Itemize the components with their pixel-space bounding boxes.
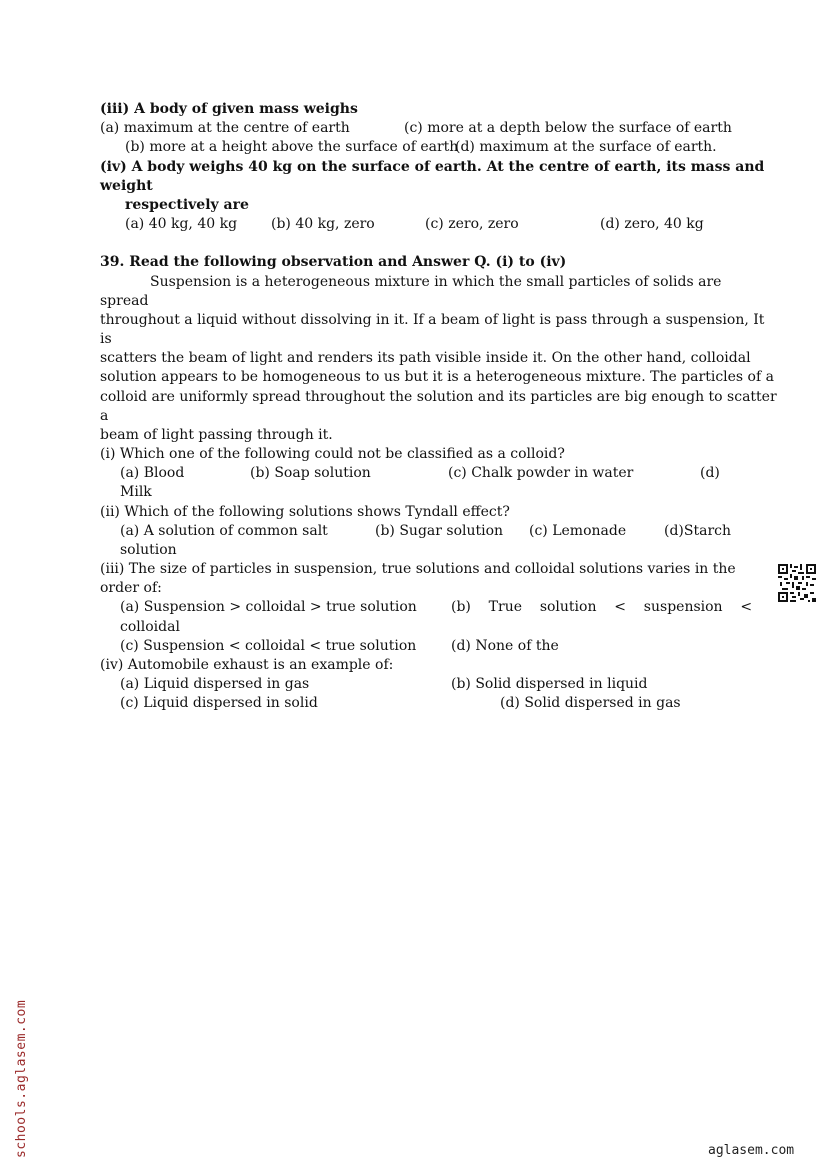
q-iii-heading: (iii) A body of given mass weighs [100,101,358,117]
side-watermark: schools.aglasem.com [14,999,29,1158]
q39-iv-option-c: (c) Liquid dispersed in solid [120,695,318,711]
q39-ii-question: (ii) Which of the following solutions shows Tyndall effect? [100,504,510,520]
q39-para-line: Suspension is a heterogeneous mixture in which the small particles of solids are [150,274,722,290]
q-iii-option-a: (a) maximum at the centre of earth [100,120,350,136]
q-iv-option-b: (b) 40 kg, zero [271,216,375,232]
q39-iv-option-b: (b) Solid dispersed in liquid [451,676,648,692]
q39-iv-option-d: (d) Solid dispersed in gas [500,695,681,711]
q39-ii-option-b: (b) Sugar solution [375,523,504,539]
q39-para-line: a [100,408,109,424]
q39-i-option-a: (a) Blood [120,465,185,481]
q39-i-option-d-cont: Milk [120,484,152,500]
q39-para-line: spread [100,293,149,309]
q-iv-option-a: (a) 40 kg, 40 kg [125,216,238,232]
q39-i-option-b: (b) Soap solution [250,465,371,481]
q-iii-option-c: (c) more at a depth below the surface of earth [404,120,732,136]
q39-iv-question: (iv) Automobile exhaust is an example of: [100,657,394,673]
q39-iii-option-a: (a) Suspension > colloidal > true solution [120,599,417,615]
q-iv-heading-line1: (iv) A body weighs 40 kg on the surface of earth. At the centre of earth, its mass and [100,159,765,175]
q39-iii-question-line2: order of: [100,580,162,596]
q39-i-option-c: (c) Chalk powder in water [448,465,634,481]
q39-ii-option-d-cont: solution [120,542,177,558]
q-iv-heading-line2: weight [100,178,153,194]
q39-iii-option-d: (d) None of the [451,638,559,654]
q39-ii-option-c: (c) Lemonade [529,523,627,539]
q39-para-line: solution appears to be homogeneous to us but it is a heterogeneous mixture. The particles of a [100,369,774,385]
q39-i-question: (i) Which one of the following could not be classified as a colloid? [100,446,565,462]
q-iii-option-b: (b) more at a height above the surface of earth [125,139,459,155]
q-iv-heading-line3: respectively are [125,197,249,213]
q39-para-line: beam of light passing through it. [100,427,333,443]
q39-para-line: colloid are uniformly spread throughout the solution and its particles are big enough to scatter [100,389,777,405]
q39-iv-option-a: (a) Liquid dispersed in gas [120,676,310,692]
footer-brand: aglasem.com [708,1143,795,1158]
q39-para-line: scatters the beam of light and renders its path visible inside it. On the other hand, colloidal [100,350,751,366]
qr-code-icon [778,564,816,602]
q-iv-option-c: (c) zero, zero [425,216,519,232]
q39-i-option-d: (d) [700,465,720,481]
q39-iii-option-b-cont: colloidal [120,619,180,635]
q-iii-option-d: (d) maximum at the surface of earth. [455,139,717,155]
q39-iii-option-c: (c) Suspension < colloidal < true solution [120,638,417,654]
q39-para-line: is [100,331,112,347]
q-iv-option-d: (d) zero, 40 kg [600,216,704,232]
q39-iii-option-b: (b) True solution < suspension < [451,599,753,615]
q39-heading: 39. Read the following observation and Answer Q. (i) to (iv) [100,254,567,270]
q39-para-line: throughout a liquid without dissolving in it. If a beam of light is pass through a suspension, It [100,312,765,328]
q39-iii-question-line1: (iii) The size of particles in suspension, true solutions and colloidal solutions varies in the [100,561,736,577]
q39-ii-option-d: (d)Starch [664,523,731,539]
q39-ii-option-a: (a) A solution of common salt [120,523,328,539]
